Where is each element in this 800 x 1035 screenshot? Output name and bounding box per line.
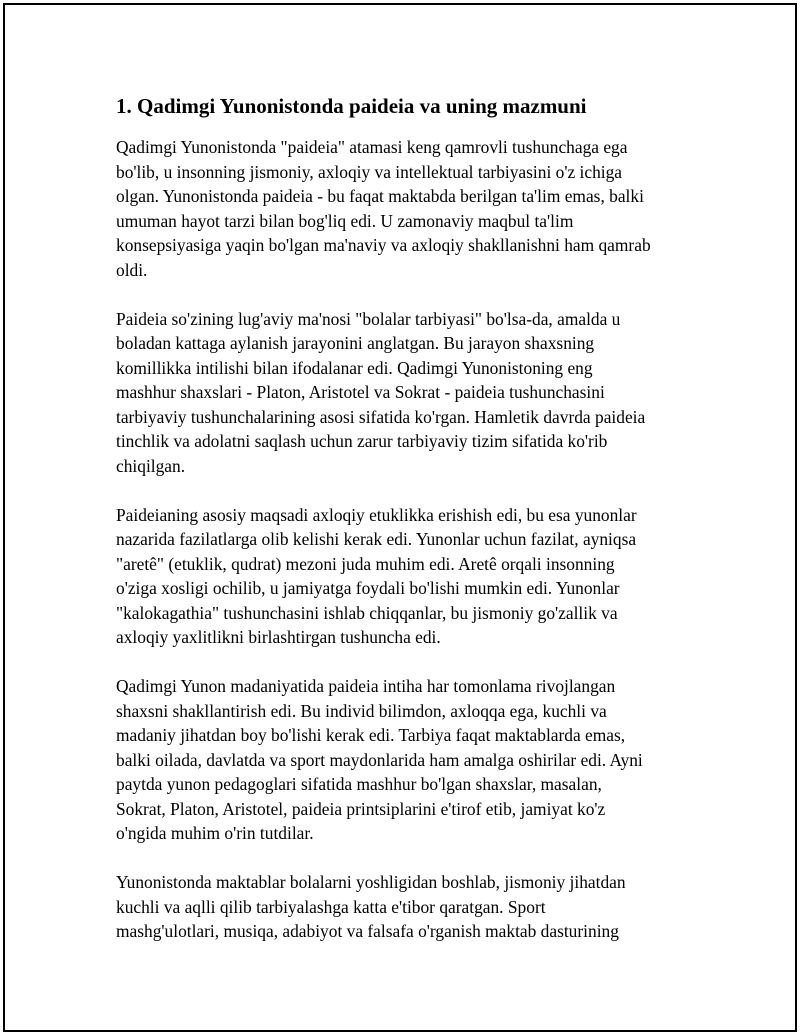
text-line: mashg'ulotlari, musiqa, adabiyot va falsafa o'rganish maktab dasturining	[116, 921, 619, 941]
text-line: Yunonistonda maktablar bolalarni yoshligidan boshlab, jismoniy jihatdan	[116, 872, 626, 892]
text-line: Paideia so'zining lug'aviy ma'nosi "bolalar tarbiyasi" bo'lsa-da, amalda u	[116, 308, 621, 329]
text-line: axloqiy yaxlitlikni birlashtirgan tushuncha edi.	[116, 627, 441, 647]
paragraph	[116, 307, 696, 479]
text-line: komillikka intilishi bilan ifodalanar edi. Qadimgi Yunonistoning eng	[116, 357, 593, 378]
text-line: Qadimgi Yunonistonda "paideia" atamasi keng qamrovli tushunchaga ega	[116, 137, 628, 157]
text-line: kuchli va aqlli qilib tarbiyalashga katta e'tibor qaratgan. Sport	[116, 896, 546, 917]
text-line: "kalokagathia" tushunchasini ishlab chiqqanlar, bu jismoniy go'zallik va	[116, 602, 618, 623]
text-line: olgan. Yunonistonda paideia - bu faqat maktabda berilgan ta'lim emas, balki	[116, 186, 644, 206]
text-line: konsepsiyasiga yaqin bo'lgan ma'naviy va axloqiy shakllanishni ham qamrab	[116, 235, 651, 255]
paragraph	[116, 503, 696, 650]
text-line: boladan kattaga aylanish jarayonini anglatgan. Bu jarayon shaxsning	[116, 333, 595, 353]
text-line: o'ziga xosligi ochilib, u jamiyatga foydali bo'lishi mumkin edi. Yunonlar	[116, 578, 620, 598]
paragraph	[116, 870, 696, 944]
text-line: Qadimgi Yunon madaniyatida paideia intiha har tomonlama rivojlangan	[116, 676, 616, 696]
text-line: umuman hayot tarzi bilan bog'liq edi. U zamonaviy maqbul ta'lim	[116, 210, 574, 231]
text-line: madaniy jihatdan boy bo'lishi kerak edi. Tarbiya faqat maktablarda emas,	[116, 725, 626, 745]
text-line: chiqilgan.	[116, 455, 186, 476]
text-line: paytda yunon pedagoglari sifatida mashhur bo'lgan shaxslar, masalan,	[116, 774, 602, 794]
paragraphs	[116, 135, 696, 944]
text-line: bo'lib, u insonning jismoniy, axloqiy va intellektual tarbiyasini o'z ichiga	[116, 161, 623, 182]
text-line: o'ngida muhim o'rin tutdilar.	[116, 823, 314, 843]
text-line: tarbiyaviy tushunchalarining asosi sifatida ko'rgan. Hamletik davrda paideia	[116, 406, 646, 427]
paragraph	[116, 135, 696, 282]
text-line: mashhur shaxslari - Platon, Aristotel va Sokrat - paideia tushunchasini	[116, 382, 605, 402]
section-heading: 1. Qadimgi Yunonistonda paideia va uning mazmuni	[116, 94, 587, 118]
text-line: tinchlik va adolatni saqlash uchun zarur tarbiyaviy tizim sifatida ko'rib	[116, 431, 608, 451]
text-line: oldi.	[116, 259, 148, 280]
paragraph	[116, 674, 696, 846]
text-line: shaxsni shakllantirish edi. Bu individ bilimdon, axloqqa ega, kuchli va	[116, 700, 607, 721]
text-line: balki oilada, davlatda va sport maydonlarida ham amalga oshirilar edi. Ayni	[116, 749, 643, 770]
text-line: nazarida fazilatlarga olib kelishi kerak edi. Yunonlar uchun fazilat, ayniqsa	[116, 529, 637, 549]
document-body	[116, 93, 696, 968]
text-line: Sokrat, Platon, Aristotel, paideia printsiplarini e'tirof etib, jamiyat ko'z	[116, 798, 606, 819]
text-line: "aretê" (etuklik, qudrat) mezoni juda muhim edi. Aretê orqali insonning	[116, 553, 615, 574]
text-line: Paideianing asosiy maqsadi axloqiy etuklikka erishish edi, bu esa yunonlar	[116, 504, 637, 525]
